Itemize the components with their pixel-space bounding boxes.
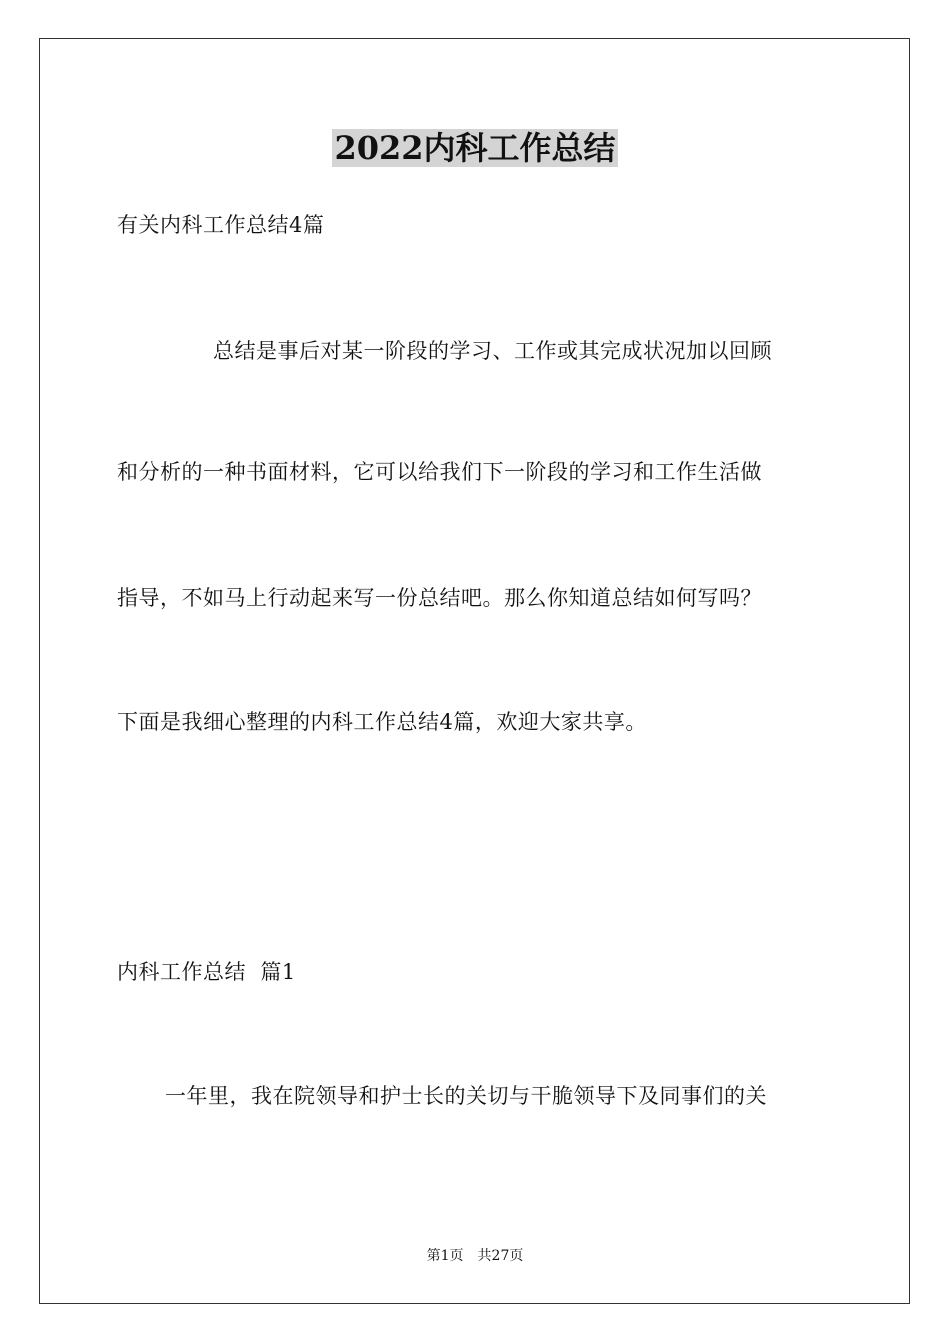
paragraph-line-2: 和分析的一种书面材料，它可以给我们下一阶段的学习和工作生活做	[117, 460, 762, 484]
paragraph-line-4: 下面是我细心整理的内科工作总结4篇，欢迎大家共享。	[117, 710, 647, 734]
paragraph-line-1: 总结是事后对某一阶段的学习、工作或其完成状况加以回顾	[213, 339, 772, 363]
page-number-info: 第1页 共27页	[426, 1248, 524, 1264]
document-subtitle: 有关内科工作总结4篇	[117, 213, 325, 237]
document-title: 2022内科工作总结	[334, 129, 616, 167]
page-footer	[0, 1246, 950, 1266]
section-first-line: 一年里，我在院领导和护士长的关切与干脆领导下及同事们的关	[165, 1084, 767, 1108]
document-title-container	[0, 126, 950, 170]
paragraph-line-3: 指导，不如马上行动起来写一份总结吧。那么你知道总结如何写吗？	[117, 586, 762, 610]
section-heading: 内科工作总结 篇1	[117, 960, 296, 984]
